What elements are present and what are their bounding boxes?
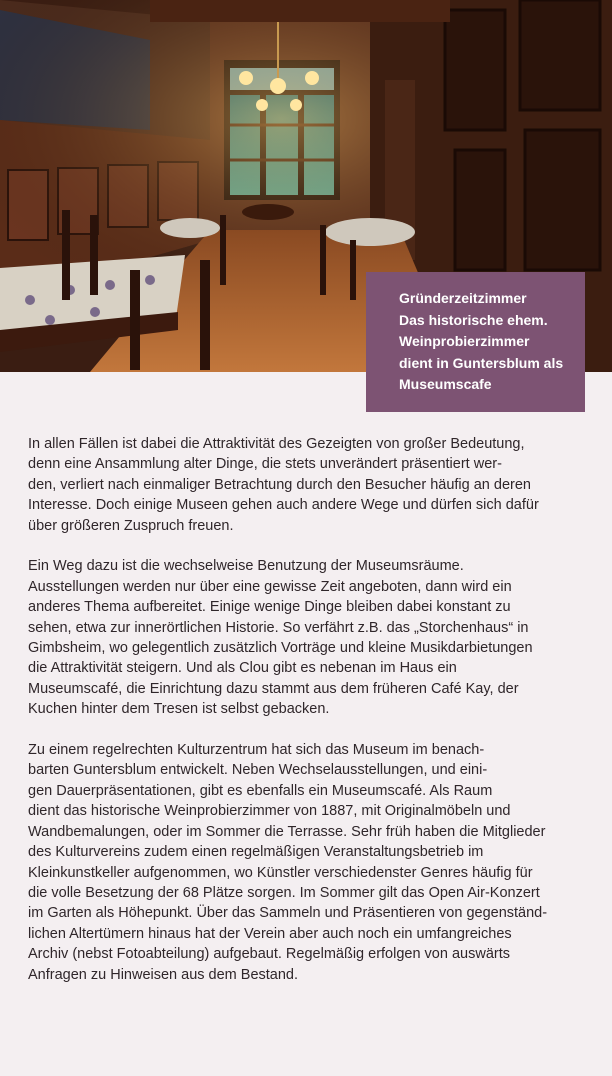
text-line: Wandbemalungen, oder im Sommer die Terrasse. Sehr früh haben die Mitglieder — [28, 823, 546, 840]
text-line: Gimbsheim, wo gelegentlich zusätzlich Vorträge und kleine Musikdarbietungen — [28, 640, 533, 657]
text-line: Ausstellungen werden nur über eine gewisse Zeit angeboten, dann wird ein — [28, 578, 512, 595]
text-line: Anfragen zu Hinweisen aus dem Bestand. — [28, 966, 299, 983]
text-line: anderes Thema aufbereitet. Einige wenige Dinge bleiben dabei konstant zu — [28, 599, 511, 616]
text-line: denn eine Ansammlung alter Dinge, die stets unverändert präsentiert wer- — [28, 456, 502, 473]
text-line: die volle Besetzung der 68 Plätze sorgen. Im Sommer gilt das Open Air-Konzert — [28, 884, 540, 901]
caption-line: Das historische ehem. — [399, 311, 548, 328]
paragraph-3 — [28, 740, 588, 985]
caption-line: dient in Guntersblum als — [399, 354, 564, 371]
text-line: Kuchen hinter dem Tresen ist selbst gebacken. — [28, 701, 330, 718]
photo-caption — [366, 272, 585, 412]
text-line: den, verliert nach einmaliger Betrachtung durch den Besucher häufig an deren — [28, 476, 531, 493]
text-line: gen Dauerpräsentationen, gibt es ebenfalls ein Museumscafé. Als Raum — [28, 782, 493, 799]
text-line: Museumscafé, die Einrichtung dazu stammt aus dem früheren Café Kay, der — [28, 680, 519, 697]
text-line: Archiv (nebst Fotoabteilung) aufgebaut. Regelmäßig erfolgen von auswärts — [28, 946, 510, 963]
text-line: des Kulturvereins zudem einen regelmäßigen Veranstaltungsbetrieb im — [28, 844, 484, 861]
text-line: Interesse. Doch einige Museen gehen auch andere Wege und dürfen sich dafür — [28, 497, 539, 514]
text-line: barten Guntersblum entwickelt. Neben Wechselausstellungen, und eini- — [28, 762, 488, 779]
paragraph-2 — [28, 556, 588, 719]
caption-line: Weinprobierzimmer — [399, 333, 530, 349]
caption-line: Gründerzeitzimmer — [399, 290, 527, 306]
text-line: sehen, etwa zur innerörtlichen Historie. So verfährt z.B. das „Storchenhaus“ in — [28, 619, 529, 636]
text-line: Zu einem regelrechten Kulturzentrum hat sich das Museum im benach- — [28, 742, 485, 759]
text-line: In allen Fällen ist dabei die Attraktivität des Gezeigten von großer Bedeutung, — [28, 436, 525, 452]
text-line: Ein Weg dazu ist die wechselweise Benutzung der Museumsräume. — [28, 558, 464, 575]
paragraph-1 — [28, 434, 588, 536]
text-line: dient das historische Weinprobierzimmer von 1887, mit Originalmöbeln und — [28, 803, 511, 820]
caption-line: Museumscafe — [399, 376, 492, 392]
article-body — [28, 434, 588, 1005]
text-line: im Garten als Höhepunkt. Über das Sammeln und Präsentieren von gegenständ- — [28, 905, 548, 922]
text-line: über größeren Zuspruch freuen. — [28, 517, 234, 534]
text-line: lichen Altertümern hinaus hat der Verein aber auch noch ein umfangreiches — [28, 925, 512, 942]
text-line: Kleinkunstkeller aufgenommen, wo Künstler verschiedenster Genres häufig für — [28, 864, 533, 881]
text-line: die Attraktivität steigern. Und als Clou gibt es nebenan im Haus ein — [28, 660, 457, 677]
